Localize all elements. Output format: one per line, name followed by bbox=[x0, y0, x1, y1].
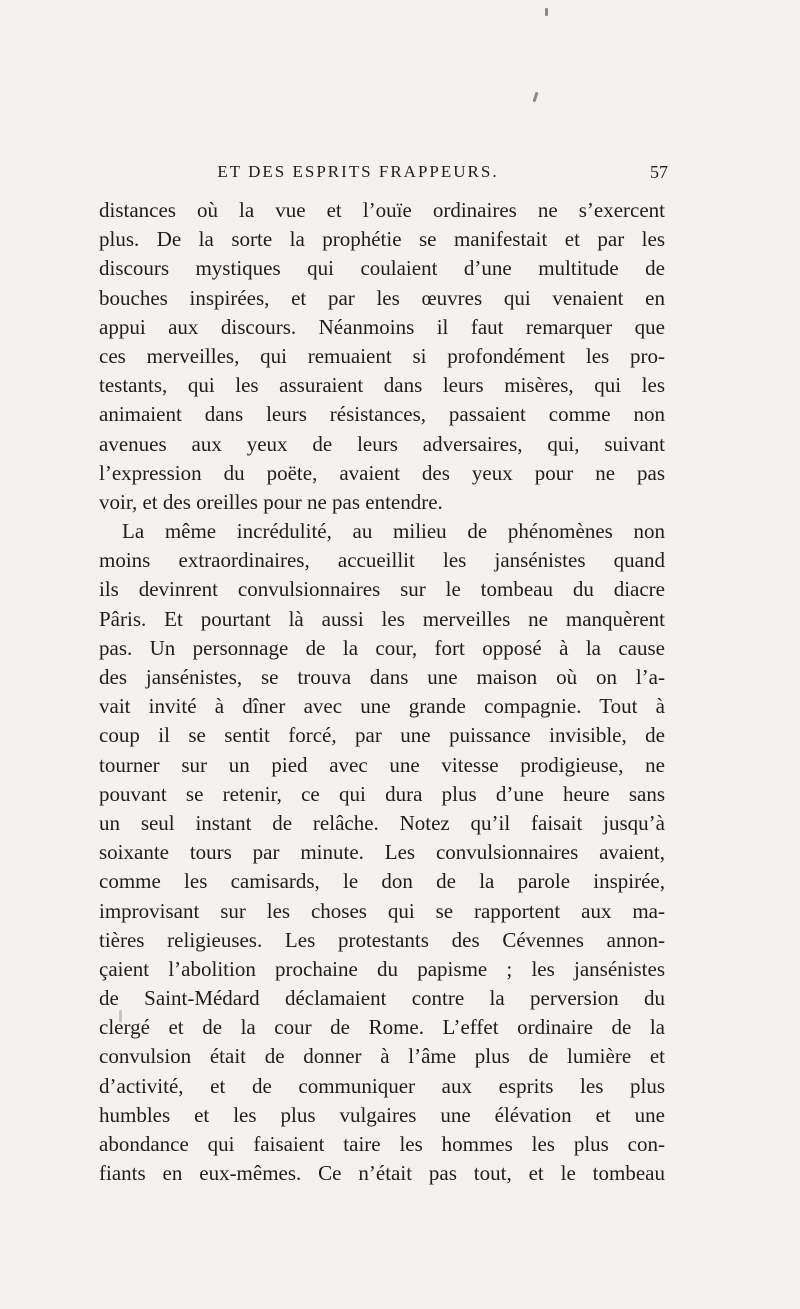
text-line: testants, qui les assuraient dans leurs misères, qui les bbox=[99, 373, 665, 398]
text-line: l’expression du poëte, avaient des yeux pour ne pas bbox=[99, 460, 665, 485]
text-line: abondance qui faisaient taire les hommes les plus con- bbox=[99, 1132, 665, 1156]
text-line: moins extraordinaires, accueillit les jansénistes quand bbox=[99, 548, 665, 573]
body-text bbox=[99, 196, 665, 1188]
text-line: appui aux discours. Néanmoins il faut remarquer que bbox=[99, 314, 665, 339]
page-number: 57 bbox=[650, 162, 668, 182]
text-line: comme les camisards, le don de la parole inspirée, bbox=[99, 869, 665, 894]
text-line: pouvant se retenir, ce qui dura plus d’une heure sans bbox=[99, 781, 665, 806]
text-line: ils devinrent convulsionnaires sur le tombeau du diacre bbox=[99, 577, 665, 602]
text-line: tourner sur un pied avec une vitesse prodigieuse, ne bbox=[99, 752, 665, 777]
page-header bbox=[0, 162, 800, 186]
text-line: animaient dans leurs résistances, passaient comme non bbox=[99, 402, 665, 427]
text-line: clergé et de la cour de Rome. L’effet ordinaire de la bbox=[99, 1015, 665, 1040]
text-line: plus. De la sorte la prophétie se manifestait et par les bbox=[99, 227, 665, 252]
text-line: humbles et les plus vulgaires une élévation et une bbox=[99, 1102, 665, 1127]
text-line: improvisant sur les choses qui se rapportent aux ma- bbox=[99, 898, 665, 923]
text-line: La même incrédulité, au milieu de phénomènes non bbox=[122, 519, 665, 544]
text-line: soixante tours par minute. Les convulsionnaires avaient, bbox=[99, 840, 665, 865]
text-line: un seul instant de relâche. Notez qu’il faisait jusqu’à bbox=[99, 810, 665, 835]
text-line: de Saint-Médard déclamaient contre la perversion du bbox=[99, 986, 665, 1011]
text-line: avenues aux yeux de leurs adversaires, qui, suivant bbox=[99, 431, 665, 456]
text-line: vait invité à dîner avec une grande compagnie. Tout à bbox=[99, 694, 665, 719]
print-speck bbox=[533, 92, 539, 102]
text-line: des jansénistes, se trouva dans une maison où on l’a- bbox=[99, 665, 665, 689]
text-line: çaient l’abolition prochaine du papisme ; les jansénistes bbox=[99, 956, 665, 981]
text-line: d’activité, et de communiquer aux esprits les plus bbox=[99, 1073, 665, 1098]
text-line: convulsion était de donner à l’âme plus de lumière et bbox=[99, 1044, 665, 1069]
running-title: ET DES ESPRITS FRAPPEURS. bbox=[217, 162, 499, 181]
text-line: discours mystiques qui coulaient d’une multitude de bbox=[99, 256, 665, 281]
text-line: fiants en eux-mêmes. Ce n’était pas tout, et le tombeau bbox=[99, 1161, 665, 1186]
text-line: voir, et des oreilles pour ne pas entendre. bbox=[99, 489, 443, 514]
text-line: ces merveilles, qui remuaient si profondément les pro- bbox=[99, 343, 665, 368]
text-line: pas. Un personnage de la cour, fort opposé à la cause bbox=[99, 635, 665, 660]
text-line: Pâris. Et pourtant là aussi les merveilles ne manquèrent bbox=[99, 606, 665, 631]
text-line: bouches inspirées, et par les œuvres qui venaient en bbox=[99, 285, 665, 310]
text-line: tières religieuses. Les protestants des Cévennes annon- bbox=[99, 927, 665, 952]
print-speck bbox=[545, 8, 548, 16]
text-line: coup il se sentit forcé, par une puissance invisible, de bbox=[99, 723, 665, 748]
text-line: distances où la vue et l’ouïe ordinaires ne s’exercent bbox=[99, 198, 665, 222]
